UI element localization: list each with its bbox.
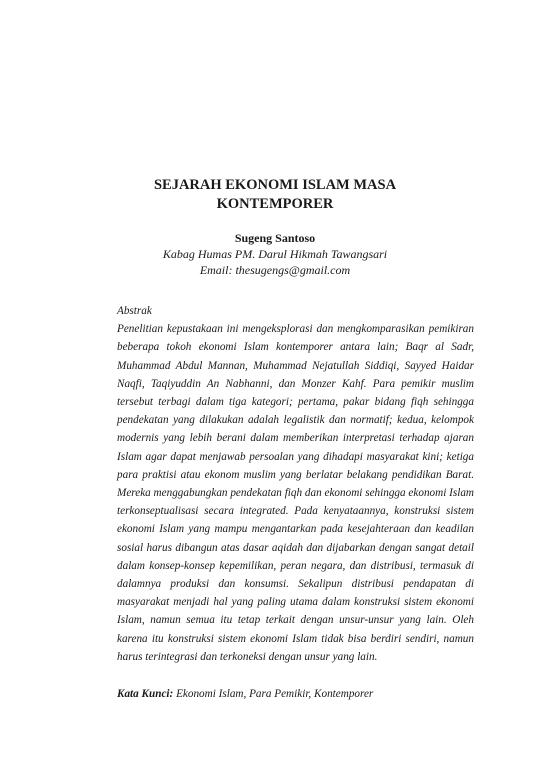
keywords-label: Kata Kunci: — [117, 688, 174, 700]
title-line-1: SEJARAH EKONOMI ISLAM MASA — [153, 177, 397, 193]
abstract-section — [117, 302, 474, 666]
author-affiliation: Kabag Humas PM. Darul Hikmah Tawangsari — [162, 247, 388, 261]
abstract-body: Penelitian kepustakaan ini mengeksplorasi dan mengkomparasikan pemikiran beberapa tokoh ekonomi Islam kontemporer antara lain; Baqr al Sadr, Muhammad Abdul Mannan, Muhammad Nejatullah Siddiqi, Sayyed Haidar Naqfi, Taqiyuddin An Nabhanni, dan Monzer Kahf. Para pemikir muslim tersebut terbagi dalam tiga kategori; pertama, pakar bidang fiqh sehingga pendekatan yang dilakukan adalah legalistik dan normatif; kedua, kelompok modernis yang lebih berani dalam memberikan interpretasi terhadap ajaran Islam agar dapat menjawab persoalan yang dihadapi masyarakat kini; ketiga para praktisi atau ekonom muslim yang berlatar belakang pendidikan Barat. Mereka menggabungkan pendekatan fiqh dan ekonomi sehingga ekonomi Islam terkonseptualisasi secara integrated. Pada kenyataannya, konstruksi sistem ekonomi Islam yang mampu mengantarkan pada kesejahteraan dan keadilan sosial harus dibangun atas dasar aqidah dan dijabarkan dengan sangat detail dalam konsep-konsep kepemilikan, peran negara, dan distribusi, termasuk di dalamnya produksi dan konsumsi. Sekalipun distribusi pendapatan di masyarakat menjadi hal yang paling utama dalam konstruksi sistem ekonomi Islam, namun semua itu tetap terkait dengan unsur-unsur yang lain. Oleh karena itu konstruksi sistem ekonomi Islam tidak bisa berdiri sendiri, namun harus terintegrasi dan terkoneksi dengan unsur yang lain. — [117, 323, 474, 663]
keywords-value: Ekonomi Islam, Para Pemikir, Kontemporer — [176, 688, 374, 700]
author-email: Email: thesugengs@gmail.com — [199, 263, 351, 277]
abstract-heading: Abstrak — [117, 305, 152, 317]
article-title — [60, 176, 490, 214]
keywords-line — [117, 686, 474, 702]
title-line-2: KONTEMPORER — [216, 196, 334, 212]
author-block — [60, 230, 490, 278]
author-name: Sugeng Santoso — [234, 231, 316, 245]
